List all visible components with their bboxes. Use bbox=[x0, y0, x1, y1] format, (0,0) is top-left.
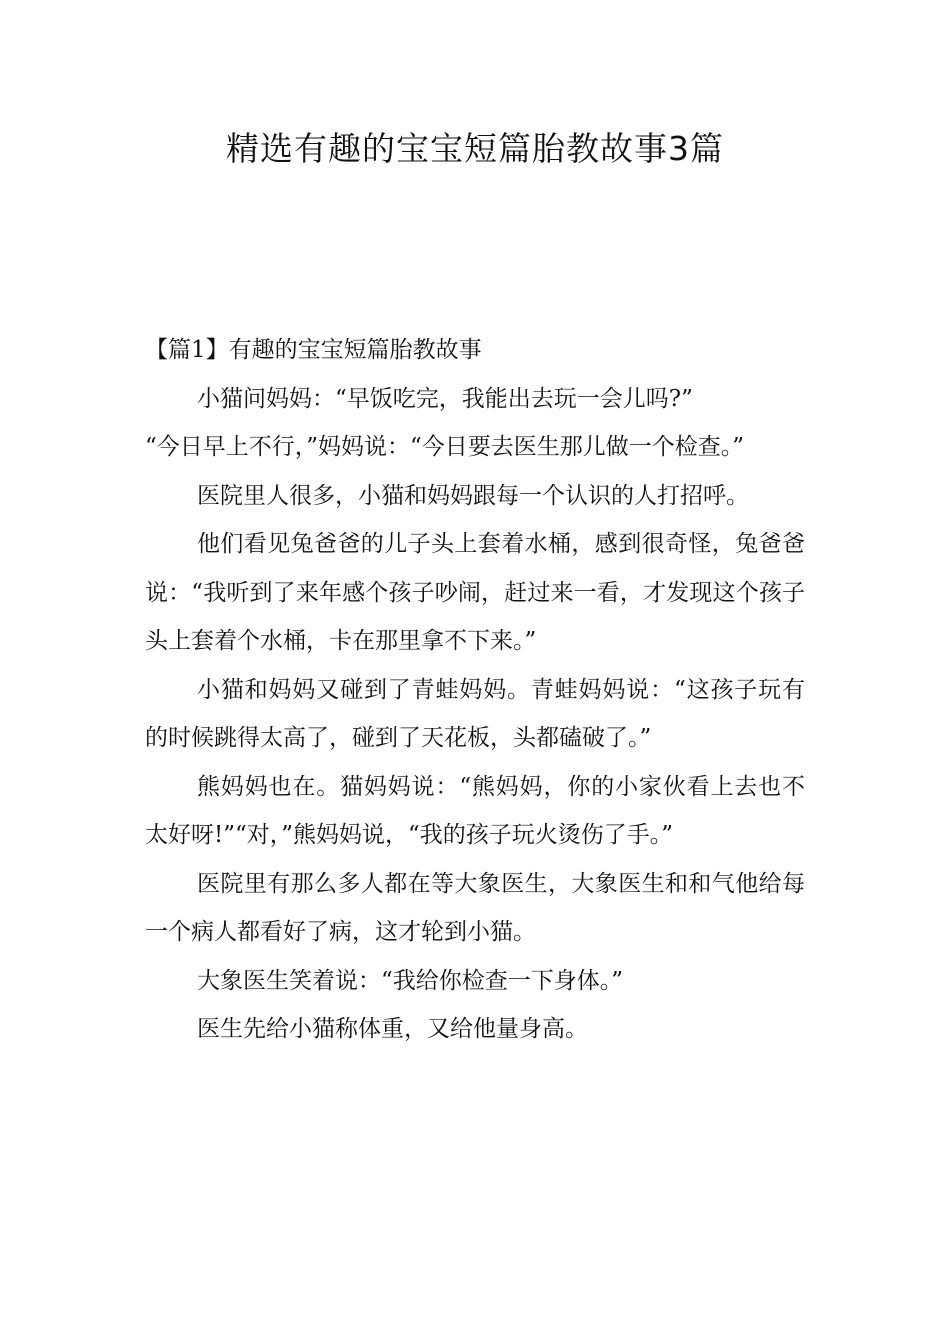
document-body bbox=[145, 326, 805, 1054]
paragraph: 医生先给小猫称体重，又给他量身高。 bbox=[197, 1016, 588, 1042]
section-heading: 【篇1】有趣的宝宝短篇胎教故事 bbox=[145, 337, 482, 363]
paragraph: 熊妈妈也在。猫妈妈说：“熊妈妈，你的小家伙看上去也不太好呀!”“对，”熊妈妈说，“我的孩子玩火烫伤了手。” bbox=[145, 773, 805, 848]
paragraph: 小猫和妈妈又碰到了青蛙妈妈。青蛙妈妈说：“这孩子玩有的时候跳得太高了，碰到了天花板，头都磕破了。” bbox=[145, 676, 805, 751]
paragraph: 他们看见兔爸爸的儿子头上套着水桶，感到很奇怪，兔爸爸说：“我听到了来年感个孩子吵闹，赶过来一看，才发现这个孩子头上套着个水桶，卡在那里拿不下来。” bbox=[145, 531, 805, 654]
paragraph: 医院里有那么多人都在等大象医生，大象医生和和气他给每一个病人都看好了病，这才轮到小猫。 bbox=[145, 870, 805, 945]
paragraph: 医院里人很多，小猫和妈妈跟每一个认识的人打招呼。 bbox=[197, 482, 749, 509]
paragraph: 小猫问妈妈：“早饭吃完，我能出去玩一会儿吗?” bbox=[197, 385, 693, 412]
document-title: 精选有趣的宝宝短篇胎教故事3篇 bbox=[226, 129, 724, 168]
paragraph: 大象医生笑着说：“我给你检查一下身体。” bbox=[197, 967, 624, 994]
paragraph: “今日早上不行，”妈妈说：“今日要去医生那儿做一个检查。” bbox=[145, 434, 745, 460]
